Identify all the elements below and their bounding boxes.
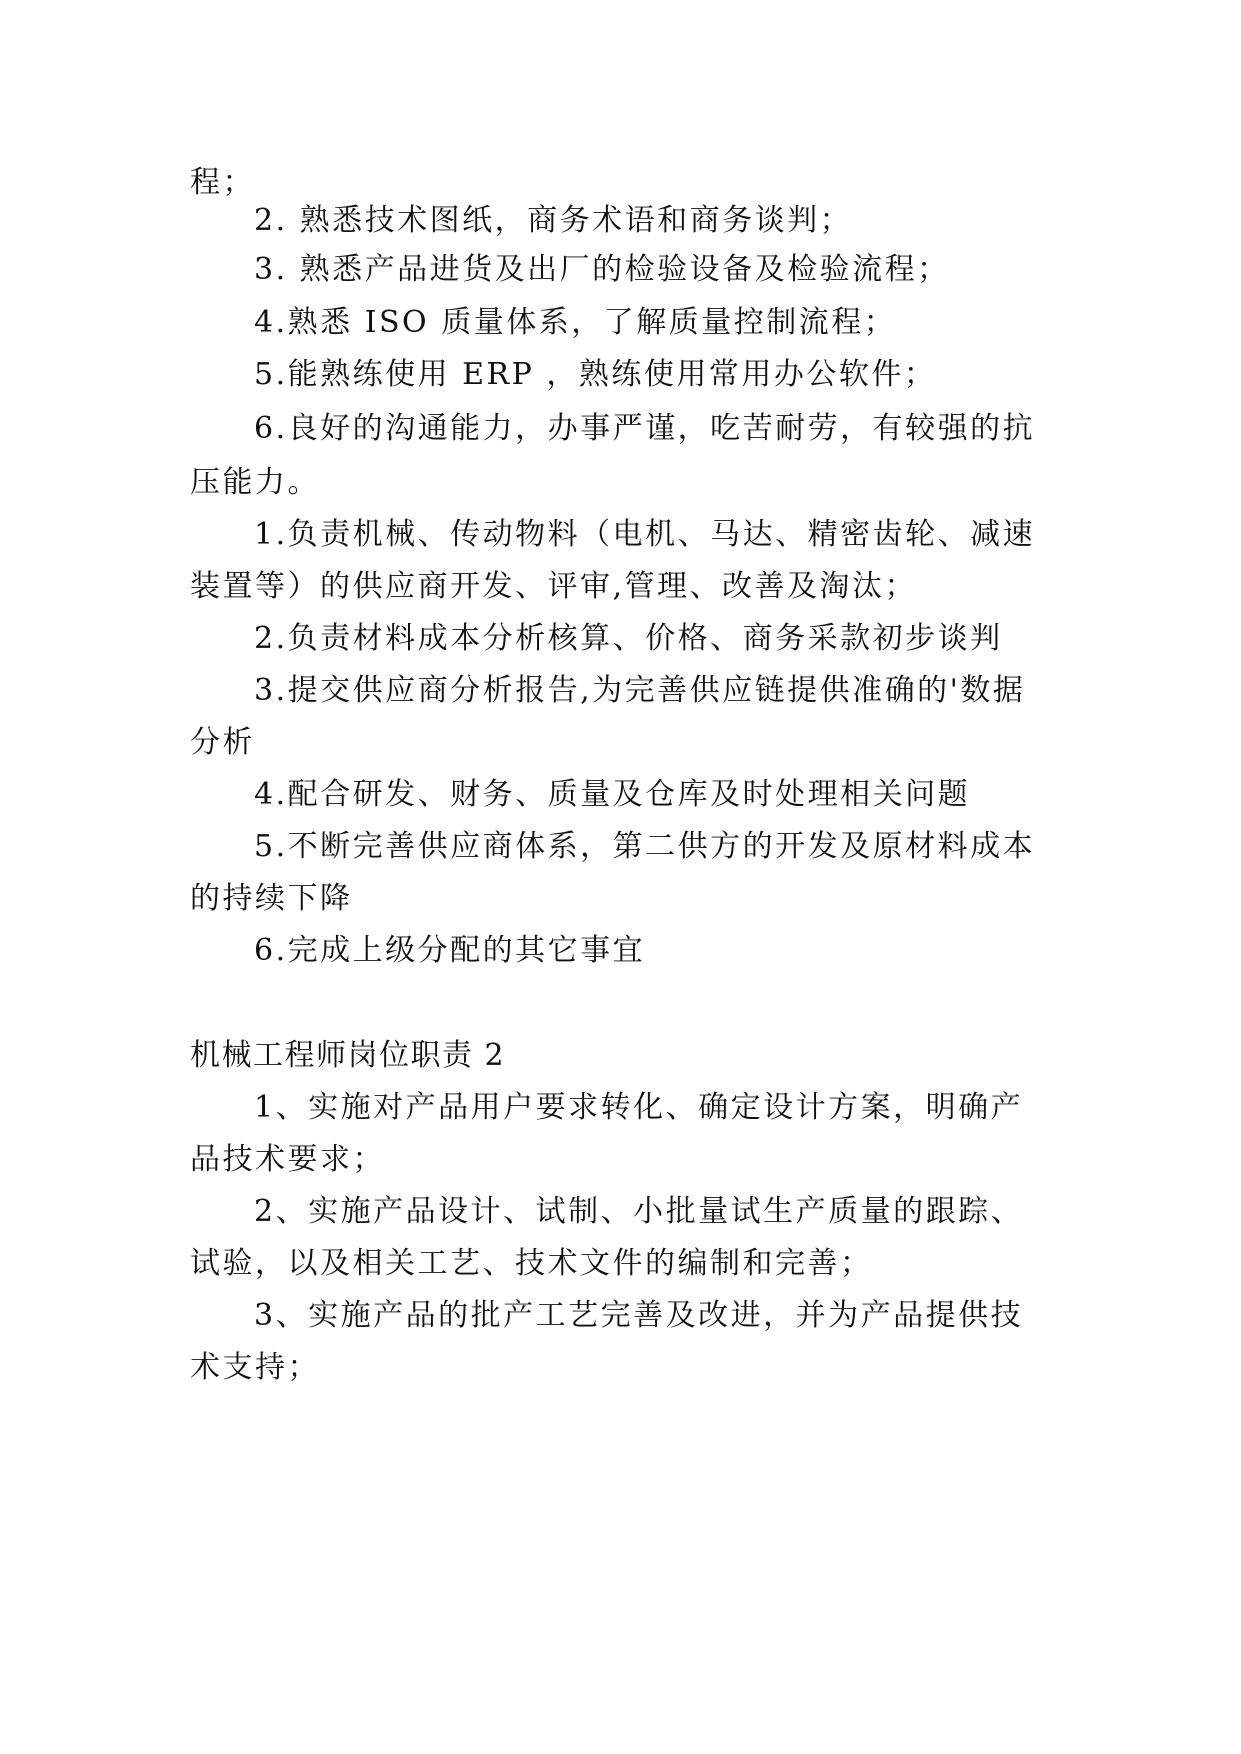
- text-line: 1.负责机械、传动物料（电机、马达、精密齿轮、减速: [254, 517, 1036, 552]
- text-line: 2.负责材料成本分析核算、价格、商务采款初步谈判: [254, 621, 1003, 656]
- text-line: 6.良好的沟通能力，办事严谨，吃苦耐劳，有较强的抗: [254, 411, 1036, 446]
- text-line: 6.完成上级分配的其它事宜: [254, 933, 646, 968]
- text-line: 5.不断完善供应商体系，第二供方的开发及原材料成本: [254, 829, 1036, 864]
- text-line: 压能力。: [190, 465, 320, 500]
- text-line: 品技术要求；: [190, 1142, 385, 1177]
- text-line: 2. 熟悉技术图纸，商务术语和商务谈判；: [254, 203, 853, 238]
- text-line: 4.熟悉 ISO 质量体系，了解质量控制流程；: [254, 305, 897, 340]
- text-line: 程；: [190, 165, 255, 200]
- text-line: 2、实施产品设计、试制、小批量试生产质量的跟踪、: [254, 1194, 1024, 1229]
- text-line: 分析: [190, 725, 255, 760]
- text-line: 3、实施产品的批产工艺完善及改进，并为产品提供技: [254, 1298, 1024, 1333]
- text-line: 试验，以及相关工艺、技术文件的编制和完善；: [190, 1246, 873, 1281]
- text-line: 5.能熟练使用 ERP ，熟练使用常用办公软件；: [254, 357, 937, 392]
- section-heading: 机械工程师岗位职责 2: [190, 1038, 506, 1073]
- text-line: 装置等）的供应商开发、评审,管理、改善及淘汰；: [190, 569, 918, 604]
- text-line: 的持续下降: [190, 881, 353, 916]
- text-line: 4.配合研发、财务、质量及仓库及时处理相关问题: [254, 777, 971, 812]
- text-line: 术支持；: [190, 1350, 320, 1385]
- text-line: 3.提交供应商分析报告,为完善供应链提供准确的'数据: [254, 673, 1026, 708]
- text-line: 1、实施对产品用户要求转化、确定设计方案，明确产: [254, 1090, 1024, 1125]
- text-line: 3. 熟悉产品进货及出厂的检验设备及检验流程；: [254, 252, 950, 287]
